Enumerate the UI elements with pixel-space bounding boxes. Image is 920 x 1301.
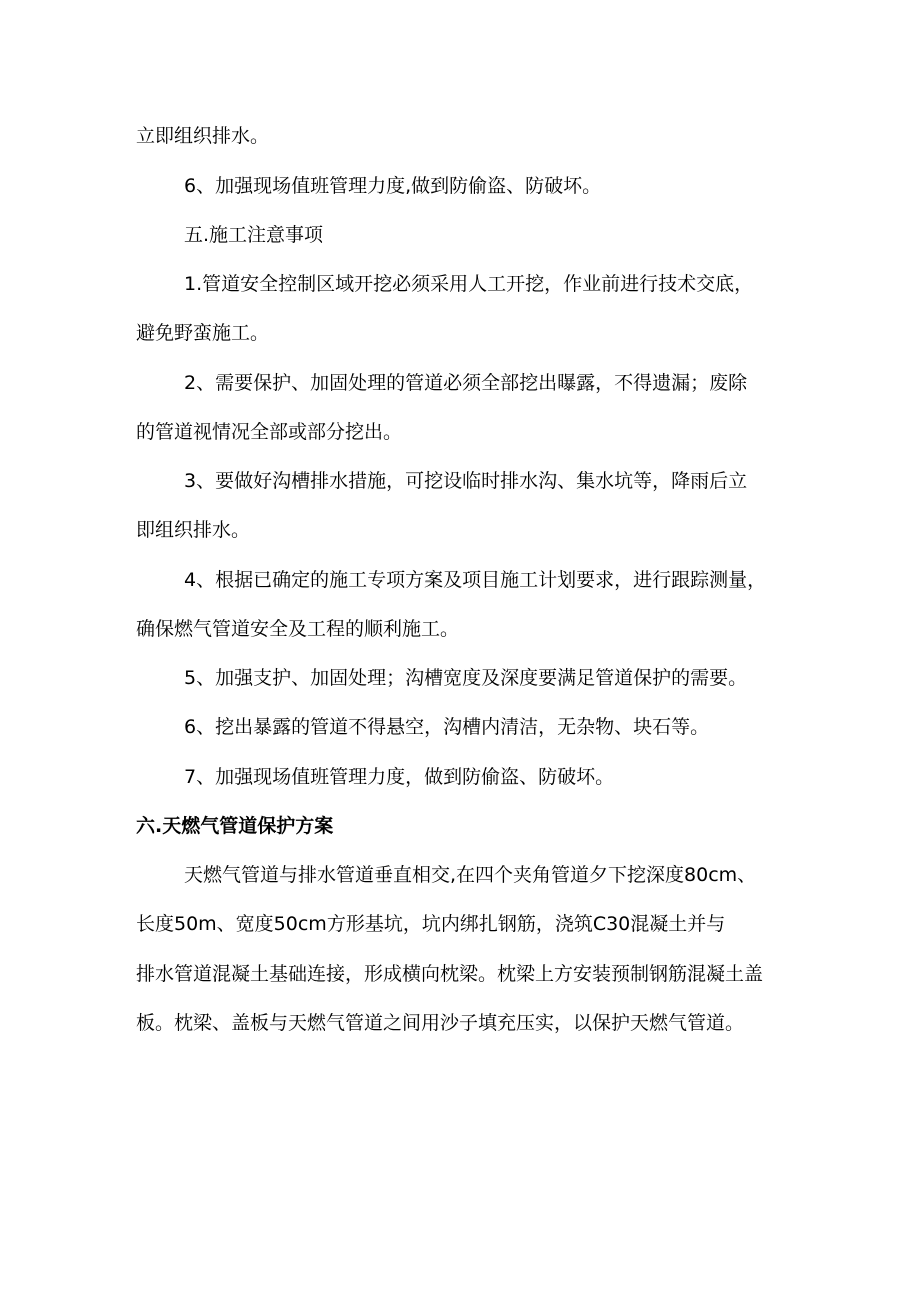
text-line: 长度50m、宽度50cm方形基坑，坑内绑扎钢筋，浇筑C30混凝土并与 bbox=[136, 913, 726, 935]
text-line: 的管道视情况全部或部分挖出。 bbox=[136, 421, 403, 443]
text-line: 6、加强现场值班管理力度,做到防偷盗、防破坏。 bbox=[184, 175, 602, 197]
section-heading: 六.天燃气管道保护方案 bbox=[136, 815, 334, 837]
text-line: 6、挖出暴露的管道不得悬空，沟槽内清洁，无杂物、块石等。 bbox=[184, 716, 710, 738]
text-line: 1.管道安全控制区域开挖必须采用人工开挖，作业前进行技术交底， bbox=[184, 273, 754, 295]
text-line: 4、根据已确定的施工专项方案及项目施工计划要求，进行跟踪测量， bbox=[184, 569, 767, 591]
text-line: 2、需要保护、加固处理的管道必须全部挖出曝露，不得遗漏；废除 bbox=[184, 372, 748, 394]
text-line: 即组织排水。 bbox=[136, 519, 251, 541]
section-heading: 五.施工注意事项 bbox=[184, 224, 324, 246]
text-line: 立即组织排水。 bbox=[136, 125, 270, 147]
text-line: 5、加强支护、加固处理；沟槽宽度及深度要满足管道保护的需要。 bbox=[184, 667, 748, 689]
text-line: 3、要做好沟槽排水措施，可挖设临时排水沟、集水坑等，降雨后立 bbox=[184, 470, 748, 492]
text-line: 天燃气管道与排水管道垂直相交,在四个夹角管道夕下挖深度80cm、 bbox=[184, 864, 757, 886]
text-line: 7、加强现场值班管理力度，做到防偷盗、防破坏。 bbox=[184, 766, 615, 788]
text-line: 确保燃气管道安全及工程的顺利施工。 bbox=[136, 618, 460, 640]
text-line: 板。枕梁、盖板与天燃气管道之间用沙子填充压实，以保护天燃气管道。 bbox=[136, 1012, 745, 1034]
text-line: 避免野蛮施工。 bbox=[136, 322, 270, 344]
text-line: 排水管道混凝土基础连接，形成横向枕梁。枕梁上方安装预制钢筋混凝土盖 bbox=[136, 963, 764, 985]
